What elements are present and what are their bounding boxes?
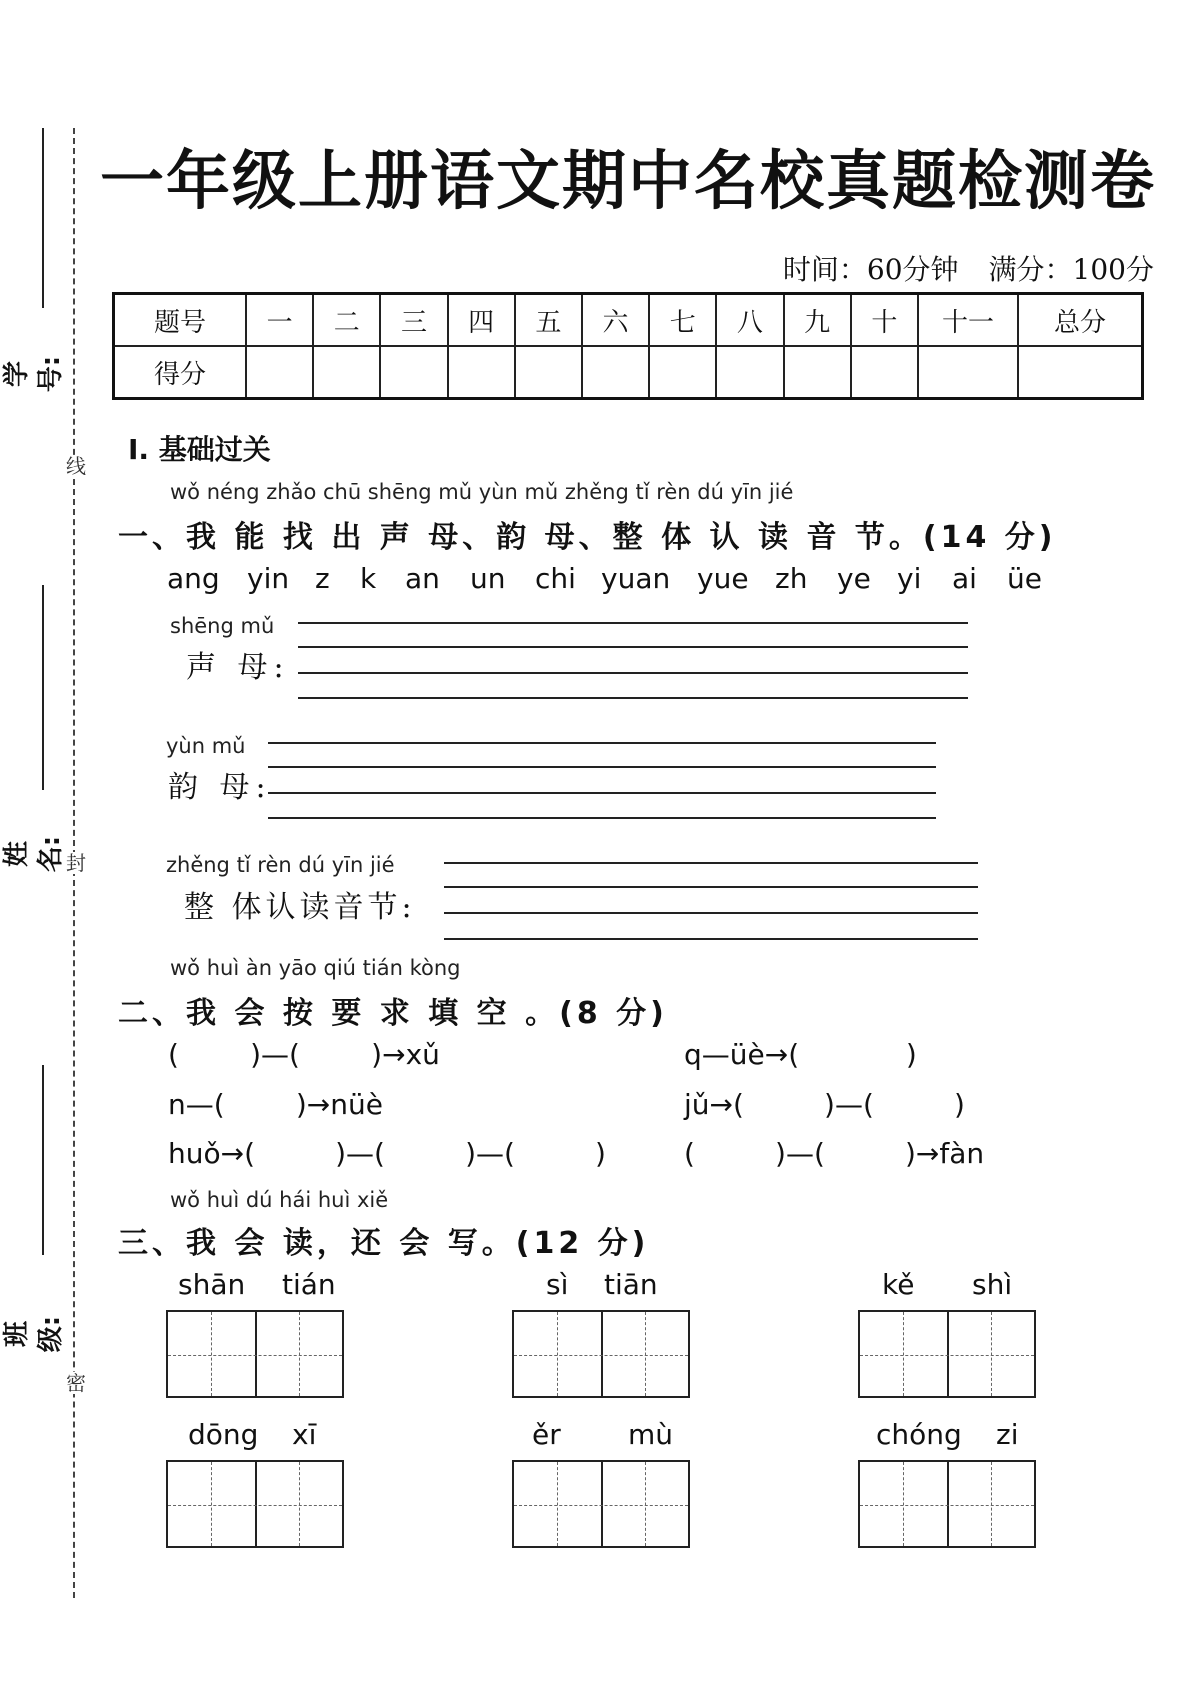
word-pinyin: chóng [876, 1418, 962, 1451]
score-col: 十一 [918, 294, 1018, 347]
score-col: 七 [649, 294, 716, 347]
syllable: un [470, 562, 506, 595]
score-cell[interactable] [246, 346, 313, 399]
writing-grid[interactable] [858, 1460, 1036, 1548]
syllable: chi [535, 562, 576, 595]
score-col: 十 [851, 294, 918, 347]
syllable: ye [837, 562, 871, 595]
zhengti-answer-line[interactable] [444, 862, 978, 864]
score-table-score-label: 得分 [114, 346, 247, 399]
word-pinyin: xī [292, 1418, 317, 1451]
syllable: ai [952, 562, 977, 595]
word-pinyin: shān [178, 1268, 246, 1301]
q2-pinyin: wǒ huì àn yāo qiú tián kòng [170, 956, 461, 980]
score-cell[interactable] [918, 346, 1018, 399]
shengmu-label: 声 母: [186, 650, 290, 685]
score-cell[interactable] [582, 346, 649, 399]
shengmu-answer-line[interactable] [298, 646, 968, 648]
q3-heading: 三、我 会 读，还 会 写。(12 分) [118, 1226, 650, 1261]
margin-line-top [42, 128, 44, 308]
writing-grid[interactable] [512, 1460, 690, 1548]
margin-line-bottom [42, 1065, 44, 1255]
syllable: yuan [601, 562, 671, 595]
score-cell[interactable] [313, 346, 380, 399]
word-pinyin: tián [282, 1268, 336, 1301]
syllable: yue [697, 562, 749, 595]
student-no-label: 学号: [2, 355, 66, 393]
score-col: 一 [246, 294, 313, 347]
word-pinyin: dōng [188, 1418, 259, 1451]
exam-time: 时间：60分钟 [782, 253, 959, 286]
yunmu-answer-line[interactable] [268, 792, 936, 794]
q3-pinyin: wǒ huì dú hái huì xiě [170, 1188, 389, 1212]
q1-pinyin: wǒ néng zhǎo chū shēng mǔ yùn mǔ zhěng tǐ rèn dú yīn jié [170, 480, 794, 504]
shengmu-answer-line[interactable] [298, 672, 968, 674]
yunmu-pinyin: yùn mǔ [166, 734, 246, 758]
score-col: 二 [313, 294, 380, 347]
syllable: an [405, 562, 440, 595]
score-cell[interactable] [380, 346, 447, 399]
word-pinyin: kě [882, 1268, 915, 1301]
syllable: üe [1007, 562, 1042, 595]
shengmu-pinyin: shēng mǔ [170, 614, 275, 638]
q2-item[interactable]: ( )—( )→xǔ [168, 1038, 440, 1071]
score-col: 三 [380, 294, 447, 347]
score-cell[interactable] [784, 346, 851, 399]
cut-line-mark: 线 [66, 454, 86, 478]
q2-item[interactable]: q—üè→( ) [684, 1038, 917, 1071]
word-pinyin: tiān [604, 1268, 658, 1301]
score-col: 八 [716, 294, 783, 347]
zhengti-answer-line[interactable] [444, 912, 978, 914]
page-title: 一年级上册语文期中名校真题检测卷 [100, 144, 1156, 219]
word-pinyin: sì [546, 1268, 569, 1301]
zhengti-label: 整 体认读音节: [184, 890, 416, 925]
score-col: 五 [515, 294, 582, 347]
q2-item[interactable]: huǒ→( )—( )—( ) [168, 1137, 606, 1170]
word-pinyin: shì [972, 1268, 1013, 1301]
name-label: 姓名: [2, 835, 66, 873]
shengmu-answer-line[interactable] [298, 622, 968, 624]
score-cell[interactable] [851, 346, 918, 399]
yunmu-answer-line[interactable] [268, 817, 936, 819]
margin-line-mid [42, 585, 44, 790]
word-pinyin: ěr [532, 1418, 561, 1451]
syllable: ang [167, 562, 220, 595]
word-pinyin: zi [996, 1418, 1019, 1451]
syllable: k [360, 562, 377, 595]
yunmu-answer-line[interactable] [268, 766, 936, 768]
exam-info [753, 248, 1154, 288]
score-table-header-row [114, 294, 1143, 347]
shengmu-answer-line[interactable] [298, 697, 968, 699]
section-title: Ⅰ. 基础过关 [128, 433, 271, 466]
score-table-header-label: 题号 [114, 294, 247, 347]
word-pinyin: mù [628, 1418, 674, 1451]
syllable: yin [247, 562, 290, 595]
cut-seal-mark: 封 [66, 851, 86, 875]
writing-grid[interactable] [858, 1310, 1036, 1398]
q2-item[interactable]: jǔ→( )—( ) [684, 1088, 965, 1121]
writing-grid[interactable] [166, 1310, 344, 1398]
syllable: z [315, 562, 330, 595]
score-col: 九 [784, 294, 851, 347]
score-col: 六 [582, 294, 649, 347]
q2-item[interactable]: n—( )→nüè [168, 1088, 383, 1121]
yunmu-answer-line[interactable] [268, 742, 936, 744]
score-table-score-row [114, 346, 1143, 399]
score-cell[interactable] [448, 346, 515, 399]
score-table [112, 292, 1144, 400]
score-cell-total[interactable] [1018, 346, 1143, 399]
q1-heading: 一、我 能 找 出 声 母、韵 母、整 体 认 读 音 节。(14 分) [118, 520, 1057, 555]
q2-item[interactable]: ( )—( )→fàn [684, 1137, 985, 1170]
cut-secret-mark: 密 [66, 1371, 86, 1395]
q2-heading: 二、我 会 按 要 求 填 空 。(8 分) [118, 996, 668, 1031]
score-cell[interactable] [649, 346, 716, 399]
zhengti-answer-line[interactable] [444, 886, 978, 888]
score-col: 四 [448, 294, 515, 347]
syllable: yi [897, 562, 922, 595]
score-col-total: 总分 [1018, 294, 1143, 347]
zhengti-answer-line[interactable] [444, 938, 978, 940]
score-cell[interactable] [716, 346, 783, 399]
syllable: zh [775, 562, 808, 595]
score-cell[interactable] [515, 346, 582, 399]
zhengti-pinyin: zhěng tǐ rèn dú yīn jié [166, 853, 395, 877]
writing-grid[interactable] [166, 1460, 344, 1548]
writing-grid[interactable] [512, 1310, 690, 1398]
class-label: 班级: [2, 1315, 66, 1353]
yunmu-label: 韵 母: [168, 770, 272, 805]
exam-full-score: 满分：100分 [988, 253, 1154, 286]
